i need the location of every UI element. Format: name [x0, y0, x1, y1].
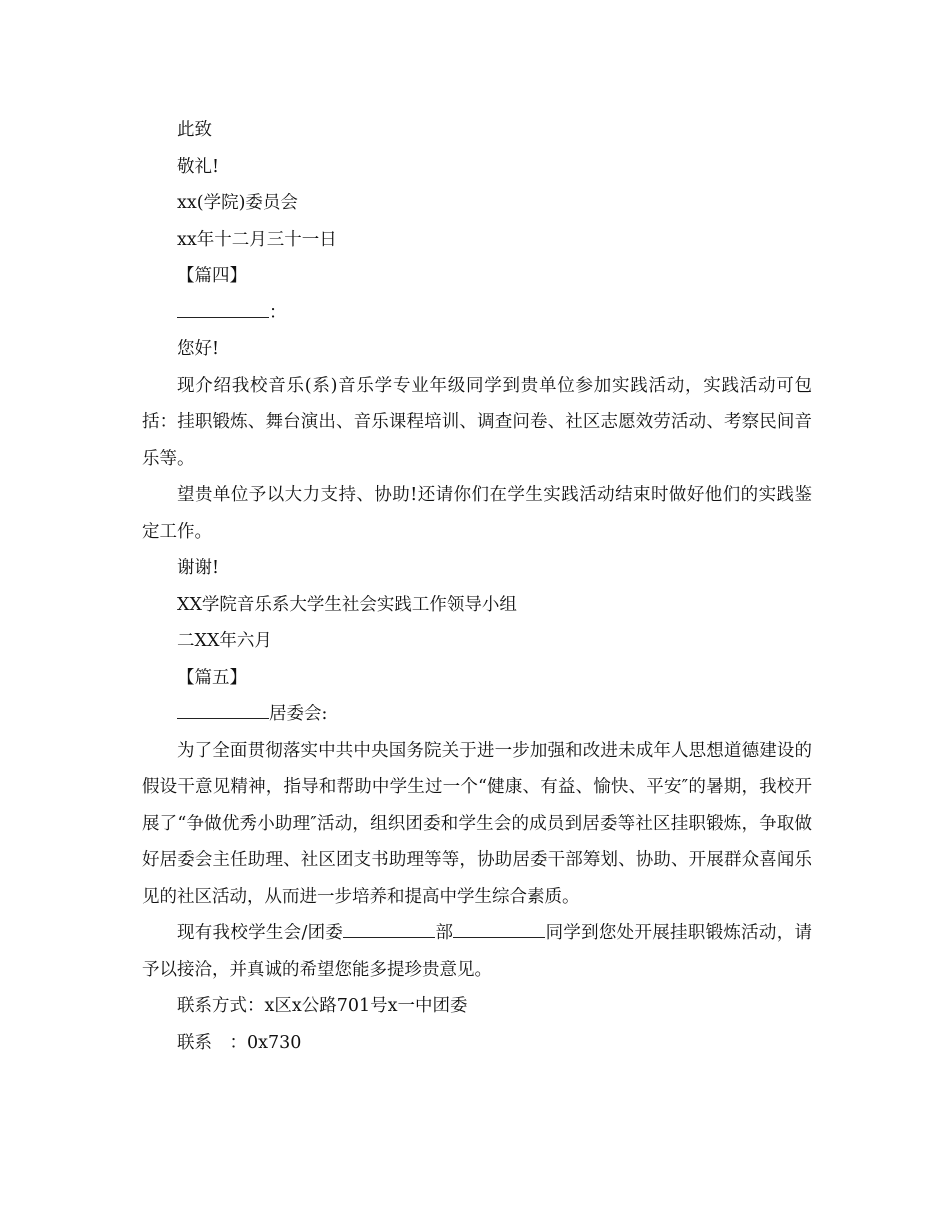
student-name-blank — [453, 919, 545, 938]
letter4-thanks: 谢谢! — [177, 558, 220, 578]
body2-part1: 现有我校学生会/团委 — [177, 923, 344, 943]
closing-salutation-2: 敬礼! — [177, 156, 220, 177]
letter3-date: xx年十二月三十一日 — [177, 229, 337, 250]
letter5-body-paragraph-1: 为了全面贯彻落实中共中央国务院关于进一步加强和改进未成年人思想道德建设的假设干意见精神，指导和帮助中学生过一个“健康、有益、愉快、平安″的暑期，我校开展了“争做优秀小助理″活动，组织团委和学生会的成员到居委等社区挂职锻炼，争取做好居委会主任助理、社区团支书助理等等，协助居委干部筹划、协助、开展群众喜闻乐见的社区活动，从而进一步培养和提高中学生综合素质。 — [142, 740, 812, 907]
letter5-addressee — [142, 696, 812, 733]
closing-salutation-1: 此致 — [177, 120, 212, 140]
contact-phone: 联系 ：0x730 — [177, 1032, 302, 1053]
addressee-colon: ： — [269, 302, 287, 323]
letter4-date: 二XX年六月 — [177, 631, 272, 651]
letter5-body-paragraph-2 — [142, 915, 812, 988]
addressee-suffix: 居委会: — [269, 704, 328, 724]
letter4-signer: XX学院音乐系大学生社会实践工作领导小组 — [177, 594, 517, 615]
letter3-signer: xx(学院)委员会 — [177, 193, 298, 213]
body2-part3: 同学到您处开展挂职锻炼活动，请予以接洽，并真诚的希望您能多提珍贵意见。 — [142, 923, 812, 980]
letter4-greeting: 您好! — [177, 339, 220, 359]
section-heading-5: 【篇五】 — [177, 667, 247, 688]
department-blank — [343, 919, 435, 938]
addressee-blank — [177, 299, 269, 318]
letter4-addressee — [142, 295, 812, 332]
contact-address: 联系方式：x区x公路701号x一中团委 — [177, 996, 468, 1016]
section-heading-4: 【篇四】 — [177, 266, 247, 286]
addressee-blank — [177, 700, 269, 719]
letter4-body-paragraph-1: 现介绍我校音乐(系)音乐学专业年级同学到贵单位参加实践活动，实践活动可包括：挂职锻炼、舞台演出、音乐课程培训、调查问卷、社区志愿效劳活动、考察民间音乐等。 — [142, 375, 812, 469]
letter4-body-paragraph-2: 望贵单位予以大力支持、协助!还请你们在学生实践活动结束时做好他们的实践鉴定工作。 — [142, 485, 812, 542]
document-content — [142, 112, 812, 1061]
body2-part2: 部 — [435, 923, 454, 943]
